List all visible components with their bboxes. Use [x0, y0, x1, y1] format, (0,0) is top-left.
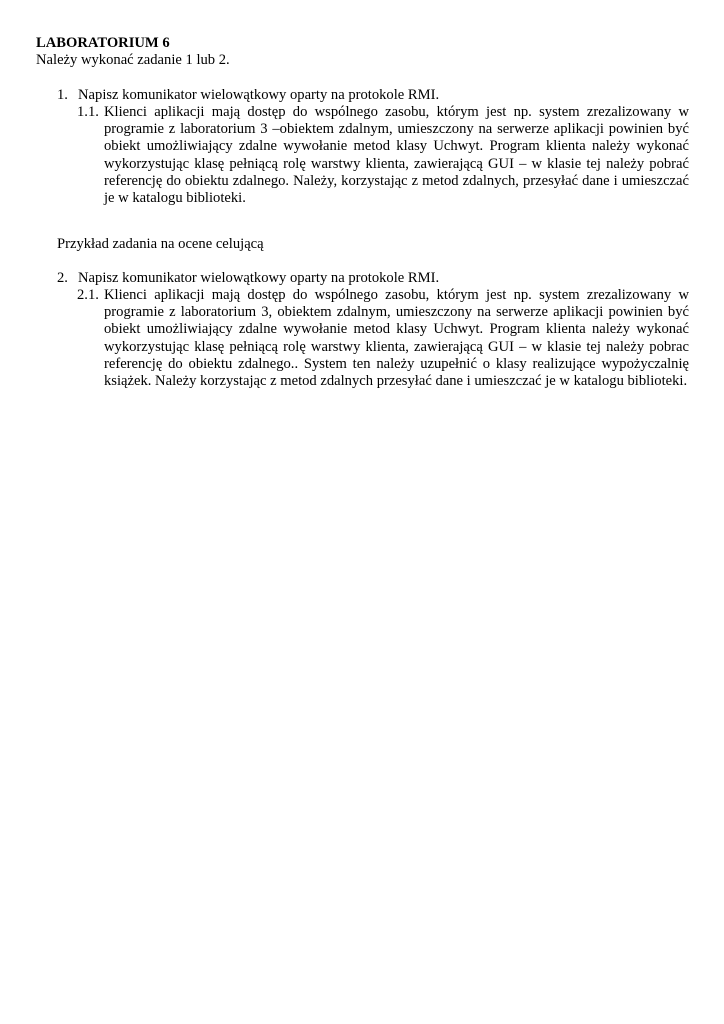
- example-heading: Przykład zadania na ocene celującą: [57, 236, 264, 252]
- document-instruction: Należy wykonać zadanie 1 lub 2.: [36, 52, 230, 68]
- task-1-text: Napisz komunikator wielowątkowy oparty na protokole RMI.: [78, 87, 440, 103]
- task-1-number: 1.: [57, 87, 68, 103]
- task-2-text: Napisz komunikator wielowątkowy oparty na protokole RMI.: [78, 270, 440, 286]
- document-title: LABORATORIUM 6: [36, 35, 170, 51]
- task-2-number: 2.: [57, 270, 68, 286]
- subtask-1-1-text: Klienci aplikacji mają dostęp do wspólnego zasobu, którym jest np. system zrezalizowany w programie z laboratorium 3 –obiektem zdalnym, umieszczony na serwerze aplikacji powinien być obiekt umożliwiający zdalne wywołanie metod klasy Uchwyt. Program klienta należy wykonać wykorzystując klasę pełniącą rolę warstwy klienta, zawierającą GUI – w klasie tej należy pobrać referencję do obiektu zdalnego. Należy, korzystając z metod zdalnych, przesyłać dane i umieszczać je w katalogu biblioteki.: [104, 104, 689, 207]
- subtask-2-1-text: Klienci aplikacji mają dostęp do wspólnego zasobu, którym jest np. system zrezalizowany w programie z laboratorium 3, obiektem zdalnym, umieszczony na serwerze aplikacji powinien być obiekt umożliwiający zdalne wywołanie metod klasy Uchwyt. Program klienta należy wykonać wykorzystując klasę pełniącą rolę warstwy klienta, zawierającą GUI – w klasie tej należy pobrac referencję do obiektu zdalnego.. System ten należy uzupełnić o klasy realizujące wypożyczalnię książek. Należy korzystając z metod zdalnych przesyłać dane i umieszczać je w katalogu biblioteki.: [104, 287, 689, 390]
- subtask-1-1-number: 1.1.: [77, 104, 99, 120]
- subtask-2-1-number: 2.1.: [77, 287, 99, 303]
